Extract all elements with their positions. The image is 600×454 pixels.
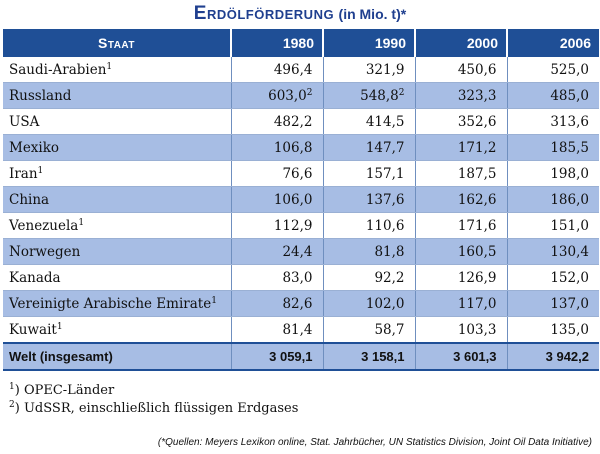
value-text: 160,5 (457, 243, 497, 260)
table-row (3, 291, 599, 317)
value-text: 137,6 (365, 191, 405, 208)
footnote-ref: 2 (306, 87, 313, 98)
value-cell (323, 213, 415, 239)
value-text: 525,0 (550, 61, 589, 78)
value-text: 135,0 (550, 321, 589, 338)
value-text: 126,9 (457, 269, 497, 286)
value-cell (415, 109, 507, 135)
country-cell (3, 291, 231, 317)
value-cell (507, 57, 599, 83)
value-cell (415, 239, 507, 265)
value-cell (415, 161, 507, 187)
value-cell (323, 291, 415, 317)
country-cell (3, 187, 231, 213)
table-row (3, 187, 599, 213)
value-text: 76,6 (282, 165, 313, 182)
value-cell (507, 213, 599, 239)
value-text: 106,8 (273, 139, 313, 156)
title-unit: (in Mio. t)* (338, 6, 407, 22)
value-text: 130,4 (550, 243, 589, 260)
value-cell (231, 317, 323, 344)
value-text: 496,4 (273, 61, 313, 78)
value-text: 352,6 (457, 113, 497, 130)
value-cell (231, 187, 323, 213)
value-cell (507, 83, 599, 109)
value-cell (415, 187, 507, 213)
header-year-2006: 2006 (507, 29, 599, 57)
value-cell (231, 57, 323, 83)
value-cell (507, 187, 599, 213)
value-text: 187,5 (457, 165, 497, 182)
value-cell (507, 265, 599, 291)
country-name: Norwegen (9, 243, 81, 260)
table-row (3, 57, 599, 83)
country-name: Kuwait (9, 321, 57, 338)
value-text: 450,6 (457, 61, 497, 78)
footnote-ref: 1 (37, 165, 44, 176)
total-row (3, 343, 599, 370)
value-cell (323, 187, 415, 213)
value-cell (507, 109, 599, 135)
value-text: 92,2 (374, 269, 405, 286)
footnote-ref: 2 (398, 87, 405, 98)
country-name: Mexiko (9, 139, 60, 156)
value-cell (415, 135, 507, 161)
value-text: 81,8 (374, 243, 405, 260)
value-text: 603,0 (268, 87, 307, 104)
footnote-ref: 1 (78, 217, 85, 228)
value-text: 171,2 (457, 139, 497, 156)
footnote-mark: 1 (9, 382, 15, 392)
country-cell (3, 109, 231, 135)
country-cell (3, 83, 231, 109)
value-text: 151,0 (550, 217, 589, 234)
country-name: Kanada (9, 269, 61, 286)
value-text: 313,6 (550, 113, 589, 130)
value-text: 171,6 (457, 217, 497, 234)
footnotes (9, 382, 589, 418)
total-label: Welt (insgesamt) (3, 343, 231, 370)
value-text: 323,3 (457, 87, 497, 104)
value-cell (231, 135, 323, 161)
oil-production-table (3, 29, 599, 371)
table-row (3, 239, 599, 265)
value-text: 198,0 (550, 165, 589, 182)
table-row (3, 317, 599, 344)
value-text: 321,9 (365, 61, 405, 78)
total-value: 3 158,1 (323, 343, 415, 370)
country-cell (3, 135, 231, 161)
total-value: 3 942,2 (507, 343, 599, 370)
value-cell (415, 291, 507, 317)
value-text: 162,6 (457, 191, 497, 208)
value-cell (231, 161, 323, 187)
value-cell (415, 57, 507, 83)
table-row (3, 109, 599, 135)
value-cell (507, 239, 599, 265)
country-name: China (9, 191, 50, 208)
footnote-text: OPEC-Länder (23, 383, 115, 398)
value-text: 112,9 (273, 217, 313, 234)
value-cell (323, 161, 415, 187)
country-cell (3, 239, 231, 265)
value-cell (323, 135, 415, 161)
value-text: 82,6 (282, 295, 313, 312)
value-text: 110,6 (365, 217, 405, 234)
value-text: 81,4 (282, 321, 313, 338)
header-year-1990: 1990 (323, 29, 415, 57)
country-name: Venezuela (9, 217, 79, 234)
table-row (3, 213, 599, 239)
table-row (3, 161, 599, 187)
country-name: Vereinigte Arabische Emirate (9, 295, 212, 312)
value-cell (507, 161, 599, 187)
country-cell (3, 265, 231, 291)
value-cell (415, 83, 507, 109)
source-note: (*Quellen: Meyers Lexikon online, Stat. Jahrbücher, UN Statistics Division, Joint Oil Data Initiative) (157, 437, 592, 448)
value-cell (323, 317, 415, 344)
country-name: Saudi-Arabien (9, 61, 107, 78)
footnote-ref: 1 (56, 321, 63, 332)
table-header-row (3, 29, 599, 57)
value-cell (231, 291, 323, 317)
value-text: 548,8 (360, 87, 399, 104)
value-text: 185,5 (550, 139, 589, 156)
value-cell (231, 265, 323, 291)
value-text: 117,0 (457, 295, 497, 312)
value-cell (507, 317, 599, 344)
table-row (3, 83, 599, 109)
footnote-text: UdSSR, einschließlich flüssigen Erdgases (23, 401, 299, 416)
value-text: 102,0 (365, 295, 405, 312)
value-cell (323, 109, 415, 135)
title-main: Erdölförderung (193, 3, 335, 24)
value-cell (231, 109, 323, 135)
country-name: Russland (9, 87, 72, 104)
value-text: 83,0 (282, 269, 313, 286)
value-cell (415, 265, 507, 291)
value-text: 485,0 (550, 87, 589, 104)
total-value: 3 601,3 (415, 343, 507, 370)
value-text: 186,0 (550, 191, 589, 208)
footnote-mark: 2 (9, 400, 15, 410)
footnote-ref: 1 (106, 61, 113, 72)
value-cell (323, 265, 415, 291)
value-text: 106,0 (273, 191, 313, 208)
country-name: Iran (9, 165, 38, 182)
value-text: 103,3 (457, 321, 497, 338)
footnote-ref: 1 (211, 295, 217, 306)
value-text: 157,1 (365, 165, 405, 182)
value-text: 152,0 (550, 269, 589, 286)
value-text: 482,2 (273, 113, 313, 130)
country-cell (3, 213, 231, 239)
value-cell (507, 135, 599, 161)
value-text: 24,4 (282, 243, 313, 260)
header-year-1980: 1980 (231, 29, 323, 57)
footnote-1: $^1$) OPEC-Länder (9, 382, 115, 398)
table-row (3, 135, 599, 161)
country-cell (3, 57, 231, 83)
header-country: Staat (3, 29, 231, 57)
value-text: 147,7 (365, 139, 405, 156)
value-cell (231, 239, 323, 265)
country-cell (3, 161, 231, 187)
value-cell (415, 317, 507, 344)
country-cell (3, 317, 231, 344)
value-text: 58,7 (374, 321, 405, 338)
document-title (0, 3, 600, 27)
value-cell (323, 239, 415, 265)
total-value: 3 059,1 (231, 343, 323, 370)
footnote-2: $^2$) UdSSR, einschließlich flüssigen Erdgases (9, 400, 299, 416)
header-year-2000: 2000 (415, 29, 507, 57)
value-cell (231, 213, 323, 239)
value-text: 414,5 (365, 113, 405, 130)
value-cell (415, 213, 507, 239)
value-cell (323, 57, 415, 83)
value-cell (323, 83, 415, 109)
value-cell (507, 291, 599, 317)
value-text: 137,0 (550, 295, 589, 312)
value-cell (231, 83, 323, 109)
table-row (3, 265, 599, 291)
country-name: USA (9, 113, 40, 130)
